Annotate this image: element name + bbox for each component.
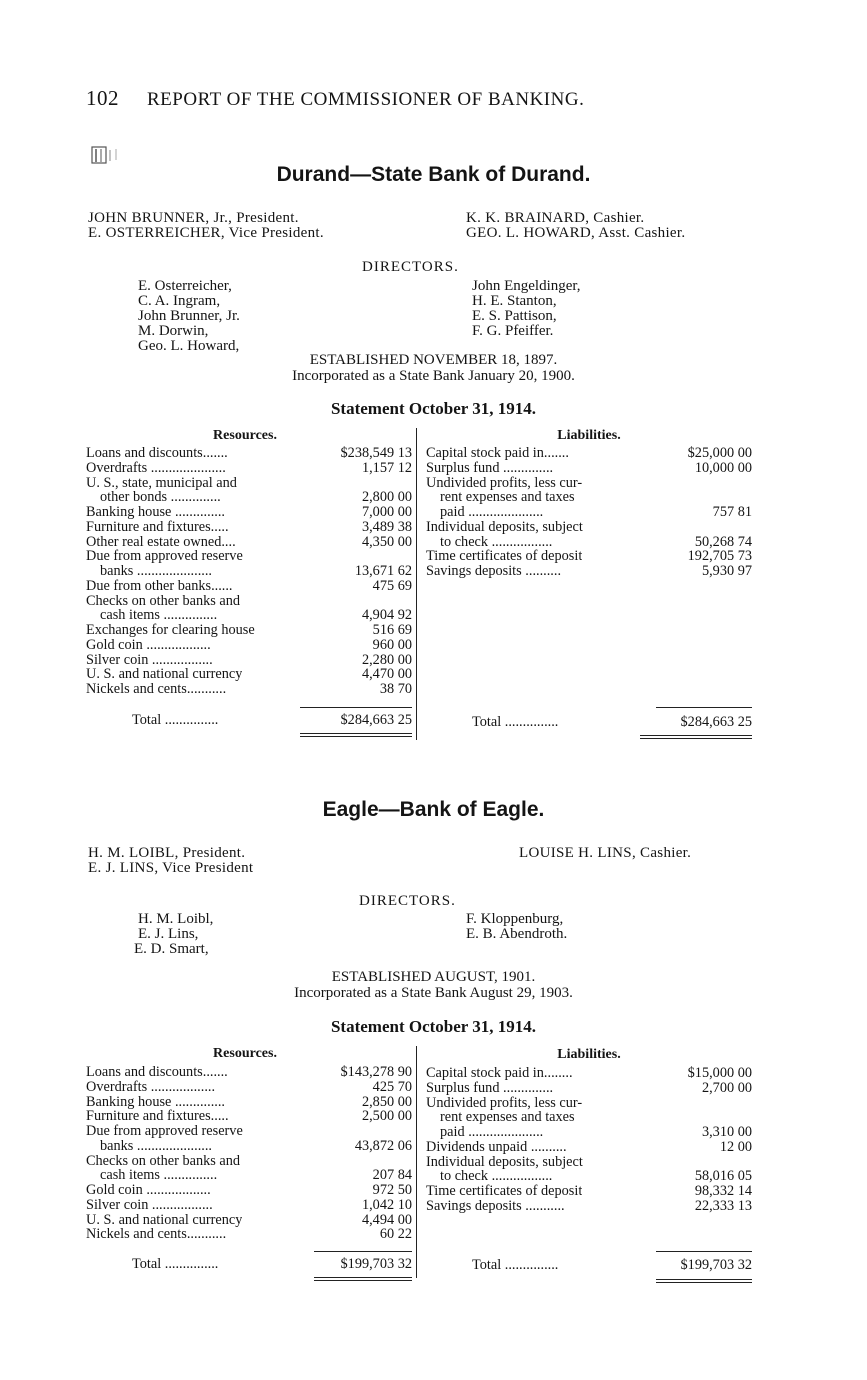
row-label: Overdrafts .................. xyxy=(86,1079,216,1095)
total-double-rule xyxy=(656,1282,752,1283)
resource-row xyxy=(86,1095,412,1110)
row-amount: 4,350 00 xyxy=(361,534,412,550)
row-amount: $25,000 00 xyxy=(687,446,752,461)
row-amount: $238,549 13 xyxy=(340,446,412,461)
row-label: Silver coin ................. xyxy=(86,1197,213,1213)
resources-total: $199,703 32 xyxy=(340,1256,412,1272)
resources-heading: Resources. xyxy=(213,1046,277,1061)
resource-row xyxy=(86,594,412,609)
sum-rule xyxy=(656,1251,752,1252)
row-amount: 2,280 00 xyxy=(361,652,412,668)
row-amount: 4,470 00 xyxy=(361,667,412,682)
resource-row xyxy=(86,1227,412,1242)
officer-left-2: E. OSTERREICHER, Vice President. xyxy=(88,225,324,241)
resource-row xyxy=(86,1139,412,1154)
row-label: Undivided profits, less cur- xyxy=(426,475,583,491)
row-label: Time certificates of deposit xyxy=(426,549,583,564)
row-amount: 425 70 xyxy=(372,1079,412,1095)
director: M. Dorwin, xyxy=(138,323,209,339)
row-amount: 2,850 00 xyxy=(361,1094,412,1110)
resource-row xyxy=(86,1154,412,1169)
row-amount: 38 70 xyxy=(379,682,412,697)
director: E. S. Pattison, xyxy=(472,308,557,324)
resource-row xyxy=(86,446,412,461)
row-label: Gold coin .................. xyxy=(86,1183,211,1198)
sum-rule xyxy=(314,1251,412,1252)
row-label: cash items ............... xyxy=(100,1168,218,1183)
resource-row xyxy=(86,1213,412,1228)
resource-row xyxy=(86,564,412,579)
liability-row xyxy=(426,1169,752,1184)
incorporated-line: Incorporated as a State Bank August 29, 1903. xyxy=(294,985,573,1001)
statement-title: Statement October 31, 1914. xyxy=(330,399,537,418)
officer-right-2: GEO. L. HOWARD, Asst. Cashier. xyxy=(466,225,686,241)
director: E. B. Abendroth. xyxy=(466,926,568,942)
row-label: U. S., state, municipal and xyxy=(86,475,237,491)
liabilities-total-label: Total ............... xyxy=(472,1257,559,1273)
resource-row xyxy=(86,1124,412,1139)
resource-row xyxy=(86,535,412,550)
director: C. A. Ingram, xyxy=(138,293,221,309)
resource-row xyxy=(86,623,412,638)
resources-heading: Resources. xyxy=(213,428,277,443)
officer-right-1: LOUISE H. LINS, Cashier. xyxy=(519,845,692,861)
row-amount: 12 00 xyxy=(719,1139,752,1155)
row-amount: 98,332 14 xyxy=(694,1184,752,1199)
row-amount: $15,000 00 xyxy=(687,1066,752,1081)
row-amount: 10,000 00 xyxy=(694,460,752,476)
director: Geo. L. Howard, xyxy=(138,338,240,354)
liability-row xyxy=(426,535,752,550)
resource-row xyxy=(86,476,412,491)
row-label: banks ..................... xyxy=(100,1138,212,1154)
row-label: Due from other banks...... xyxy=(86,578,233,594)
liability-row xyxy=(426,490,752,505)
liability-row xyxy=(426,1125,752,1140)
liability-row xyxy=(426,520,752,535)
established-line: ESTABLISHED NOVEMBER 18, 1897. xyxy=(309,352,558,368)
established-line: ESTABLISHED AUGUST, 1901. xyxy=(331,969,536,985)
resource-row xyxy=(86,549,412,564)
total-double-rule xyxy=(314,1280,412,1281)
row-amount: 207 84 xyxy=(372,1168,412,1183)
liability-row xyxy=(426,549,752,564)
row-amount: 13,671 62 xyxy=(354,564,412,579)
liability-row xyxy=(426,1066,752,1081)
liability-row xyxy=(426,1184,752,1199)
liabilities-list xyxy=(426,1066,752,1214)
director: John Brunner, Jr. xyxy=(138,308,240,324)
row-label: Due from approved reserve xyxy=(86,1124,243,1139)
row-amount: 1,157 12 xyxy=(361,460,412,476)
director: E. J. Lins, xyxy=(138,926,199,942)
row-label: cash items ............... xyxy=(100,608,218,623)
officer-right-1: K. K. BRAINARD, Cashier. xyxy=(466,210,645,226)
row-amount: 22,333 13 xyxy=(694,1198,752,1214)
row-label: Silver coin ................. xyxy=(86,652,213,668)
liabilities-total: $199,703 32 xyxy=(680,1257,752,1273)
row-amount: 50,268 74 xyxy=(694,534,752,550)
row-label: Individual deposits, subject xyxy=(426,1154,583,1170)
total-double-rule xyxy=(656,1279,752,1280)
sum-rule xyxy=(300,707,412,708)
row-label: Checks on other banks and xyxy=(86,593,241,609)
row-label: Surplus fund .............. xyxy=(426,1080,554,1096)
row-label: Other real estate owned.... xyxy=(86,534,236,550)
resources-list xyxy=(86,446,412,697)
row-amount: 43,872 06 xyxy=(354,1138,412,1154)
total-double-rule xyxy=(314,1277,412,1278)
row-label: Banking house .............. xyxy=(86,505,225,520)
row-label: other bonds .............. xyxy=(100,490,221,505)
row-label: rent expenses and taxes xyxy=(440,490,575,505)
liabilities-heading: Liabilities. xyxy=(557,428,621,443)
row-label: Surplus fund .............. xyxy=(426,460,554,476)
resource-row xyxy=(86,461,412,476)
row-amount: 516 69 xyxy=(372,623,412,638)
resource-row xyxy=(86,1080,412,1095)
liability-row xyxy=(426,446,752,461)
row-amount: 4,494 00 xyxy=(361,1212,412,1228)
resource-row xyxy=(86,1109,412,1124)
liability-row xyxy=(426,1096,752,1111)
liabilities-total: $284,663 25 xyxy=(680,714,752,730)
row-amount: 7,000 00 xyxy=(361,505,412,520)
director: F. G. Pfeiffer. xyxy=(472,323,554,339)
statement-title: Statement October 31, 1914. xyxy=(330,1017,537,1036)
resource-row xyxy=(86,505,412,520)
director: E. Osterreicher, xyxy=(138,278,232,294)
row-amount: 2,800 00 xyxy=(361,490,412,505)
row-amount: 58,016 05 xyxy=(694,1169,752,1184)
liability-row xyxy=(426,1155,752,1170)
resource-row xyxy=(86,653,412,668)
total-double-rule xyxy=(640,738,752,739)
row-label: Furniture and fixtures..... xyxy=(86,1109,229,1124)
director: John Engeldinger, xyxy=(472,278,581,294)
row-amount: 2,700 00 xyxy=(701,1080,752,1096)
row-amount: 475 69 xyxy=(372,578,412,594)
page-number: 102 xyxy=(86,86,119,110)
row-label: Time certificates of deposit xyxy=(426,1184,583,1199)
resource-row xyxy=(86,579,412,594)
resources-total-label: Total ............... xyxy=(132,712,219,728)
officer-left-1: JOHN BRUNNER, Jr., President. xyxy=(88,210,299,226)
row-label: paid ..................... xyxy=(440,1125,544,1140)
row-label: U. S. and national currency xyxy=(86,1212,243,1228)
row-label: Nickels and cents........... xyxy=(86,1227,227,1242)
resources-list xyxy=(86,1065,412,1242)
resources-total: $284,663 25 xyxy=(340,712,412,728)
row-label: Due from approved reserve xyxy=(86,549,243,564)
total-double-rule xyxy=(300,733,412,734)
liabilities-heading: Liabilities. xyxy=(557,1047,621,1062)
row-label: Banking house .............. xyxy=(86,1094,225,1110)
resource-row xyxy=(86,520,412,535)
row-label: to check ................. xyxy=(440,534,553,550)
row-amount: 60 22 xyxy=(379,1227,412,1242)
liability-row xyxy=(426,461,752,476)
row-label: Loans and discounts....... xyxy=(86,1065,228,1080)
row-label: Savings deposits ........... xyxy=(426,1198,565,1214)
row-label: banks ..................... xyxy=(100,564,212,579)
row-label: paid ..................... xyxy=(440,505,544,520)
resource-row xyxy=(86,1168,412,1183)
director: H. E. Stanton, xyxy=(472,293,557,309)
total-double-rule xyxy=(300,736,412,737)
row-label: Loans and discounts....... xyxy=(86,446,228,461)
directors-heading: DIRECTORS. xyxy=(362,259,459,275)
liability-row xyxy=(426,505,752,520)
liability-row xyxy=(426,564,752,579)
liabilities-total-label: Total ............... xyxy=(472,714,559,730)
directors-heading: DIRECTORS. xyxy=(359,893,456,909)
sum-rule xyxy=(656,707,752,708)
liability-row xyxy=(426,1140,752,1155)
resource-row xyxy=(86,608,412,623)
row-label: Checks on other banks and xyxy=(86,1153,241,1169)
running-head xyxy=(86,86,584,111)
row-label: Furniture and fixtures..... xyxy=(86,519,229,535)
column-divider xyxy=(416,1046,417,1278)
row-amount: 5,930 97 xyxy=(701,564,752,579)
row-amount: 2,500 00 xyxy=(361,1109,412,1124)
director: E. D. Smart, xyxy=(134,941,209,957)
row-amount: 3,310 00 xyxy=(701,1125,752,1140)
liability-row xyxy=(426,1081,752,1096)
row-amount: 3,489 38 xyxy=(361,519,412,535)
row-label: Dividends unpaid .......... xyxy=(426,1139,567,1155)
row-label: Capital stock paid in........ xyxy=(426,1066,573,1081)
row-amount: $143,278 90 xyxy=(340,1065,412,1080)
incorporated-line: Incorporated as a State Bank January 20, 1900. xyxy=(292,368,575,384)
row-amount: 192,705 73 xyxy=(687,549,752,564)
row-label: rent expenses and taxes xyxy=(440,1110,575,1125)
row-label: U. S. and national currency xyxy=(86,667,243,682)
row-label: Capital stock paid in....... xyxy=(426,446,569,461)
resource-row xyxy=(86,682,412,697)
resource-row xyxy=(86,667,412,682)
row-label: Savings deposits .......... xyxy=(426,564,562,579)
row-label: to check ................. xyxy=(440,1169,553,1184)
resource-row xyxy=(86,638,412,653)
row-amount: 4,904 92 xyxy=(361,608,412,623)
row-amount: 960 00 xyxy=(372,637,412,653)
column-divider xyxy=(416,428,417,740)
total-double-rule xyxy=(640,735,752,736)
row-amount: 972 50 xyxy=(372,1183,412,1198)
row-label: Exchanges for clearing house xyxy=(86,623,255,638)
director: H. M. Loibl, xyxy=(138,911,214,927)
officer-left-1: H. M. LOIBL, President. xyxy=(88,845,246,861)
row-label: Nickels and cents........... xyxy=(86,682,227,697)
resource-row xyxy=(86,1198,412,1213)
liability-row xyxy=(426,1110,752,1125)
liabilities-list xyxy=(426,446,752,579)
row-label: Undivided profits, less cur- xyxy=(426,1095,583,1111)
row-amount: 1,042 10 xyxy=(361,1197,412,1213)
bank-title: Durand—State Bank of Durand. xyxy=(276,163,591,186)
row-label: Gold coin .................. xyxy=(86,637,211,653)
row-label: Individual deposits, subject xyxy=(426,519,583,535)
resource-row xyxy=(86,1065,412,1080)
resource-row xyxy=(86,1183,412,1198)
row-amount: 757 81 xyxy=(712,505,752,520)
running-title: REPORT OF THE COMMISSIONER OF BANKING. xyxy=(147,89,585,110)
resource-row xyxy=(86,490,412,505)
row-label: Overdrafts ..................... xyxy=(86,460,226,476)
director: F. Kloppenburg, xyxy=(466,911,564,927)
resources-total-label: Total ............... xyxy=(132,1256,219,1272)
liability-row xyxy=(426,1199,752,1214)
liability-row xyxy=(426,476,752,491)
officer-left-2: E. J. LINS, Vice President xyxy=(88,860,254,876)
bank-title: Eagle—Bank of Eagle. xyxy=(322,798,545,821)
